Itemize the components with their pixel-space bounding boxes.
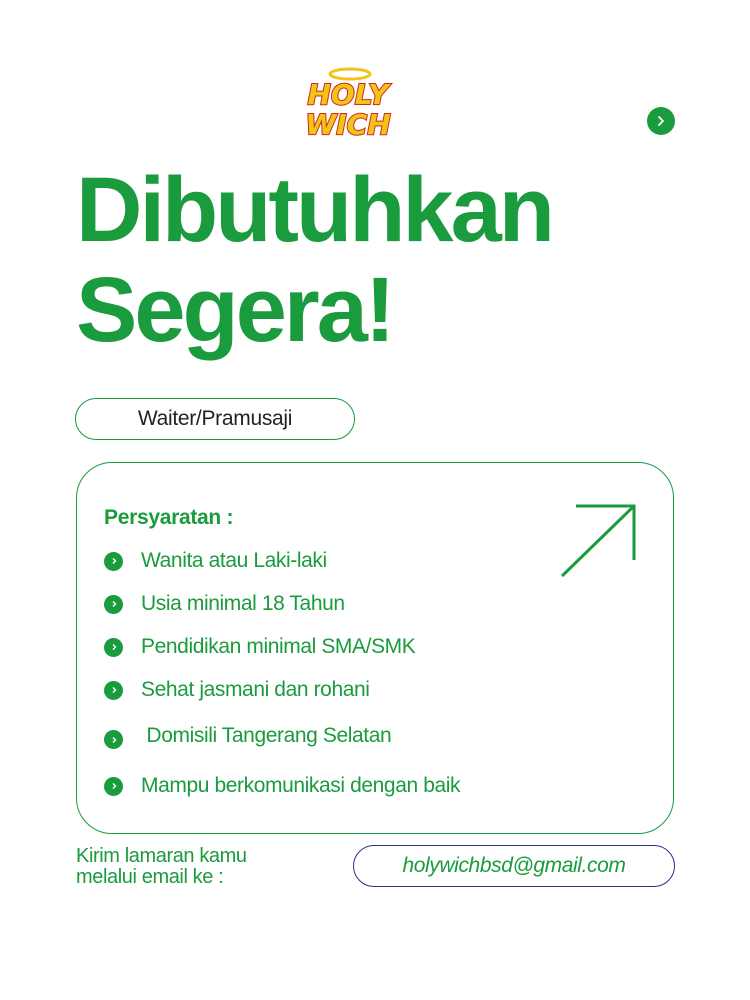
svg-text:HOLY: HOLY — [307, 78, 389, 111]
email-link[interactable]: holywichbsd@gmail.com — [353, 845, 675, 887]
headline-line-1: Dibutuhkan — [76, 159, 552, 261]
chevron-right-icon — [655, 115, 667, 127]
next-button[interactable] — [647, 107, 675, 135]
requirement-item — [104, 722, 391, 749]
requirement-text: Wanita atau Laki-laki — [141, 549, 327, 572]
requirement-item — [104, 635, 415, 659]
chevron-bullet-icon — [104, 638, 123, 657]
requirement-text: Domisili Tangerang Selatan — [141, 723, 392, 747]
requirement-item — [104, 592, 345, 616]
contact-instructions — [76, 846, 247, 888]
requirement-text: Usia minimal 18 Tahun — [141, 592, 345, 615]
requirement-item — [104, 774, 460, 798]
requirement-text: Mampu berkomunikasi dengan baik — [141, 774, 461, 797]
contact-line-1: Kirim lamaran kamu — [76, 845, 247, 867]
requirement-item — [104, 678, 370, 702]
chevron-bullet-icon — [104, 595, 123, 614]
requirements-title: Persyaratan : — [104, 506, 234, 529]
headline — [76, 160, 552, 360]
chevron-bullet-icon — [104, 777, 123, 796]
requirement-text: Pendidikan minimal SMA/SMK — [141, 635, 416, 658]
position-pill: Waiter/Pramusaji — [75, 398, 355, 440]
chevron-bullet-icon — [104, 552, 123, 571]
contact-line-2: melalui email ke : — [76, 866, 224, 888]
requirement-item — [104, 549, 327, 573]
arrow-up-right-icon — [558, 500, 640, 580]
chevron-bullet-icon — [104, 681, 123, 700]
holywich-logo — [292, 66, 404, 138]
headline-line-2: Segera! — [76, 259, 393, 361]
chevron-bullet-icon — [104, 730, 123, 749]
requirement-text: Sehat jasmani dan rohani — [141, 678, 370, 701]
svg-text:WICH: WICH — [305, 108, 391, 138]
